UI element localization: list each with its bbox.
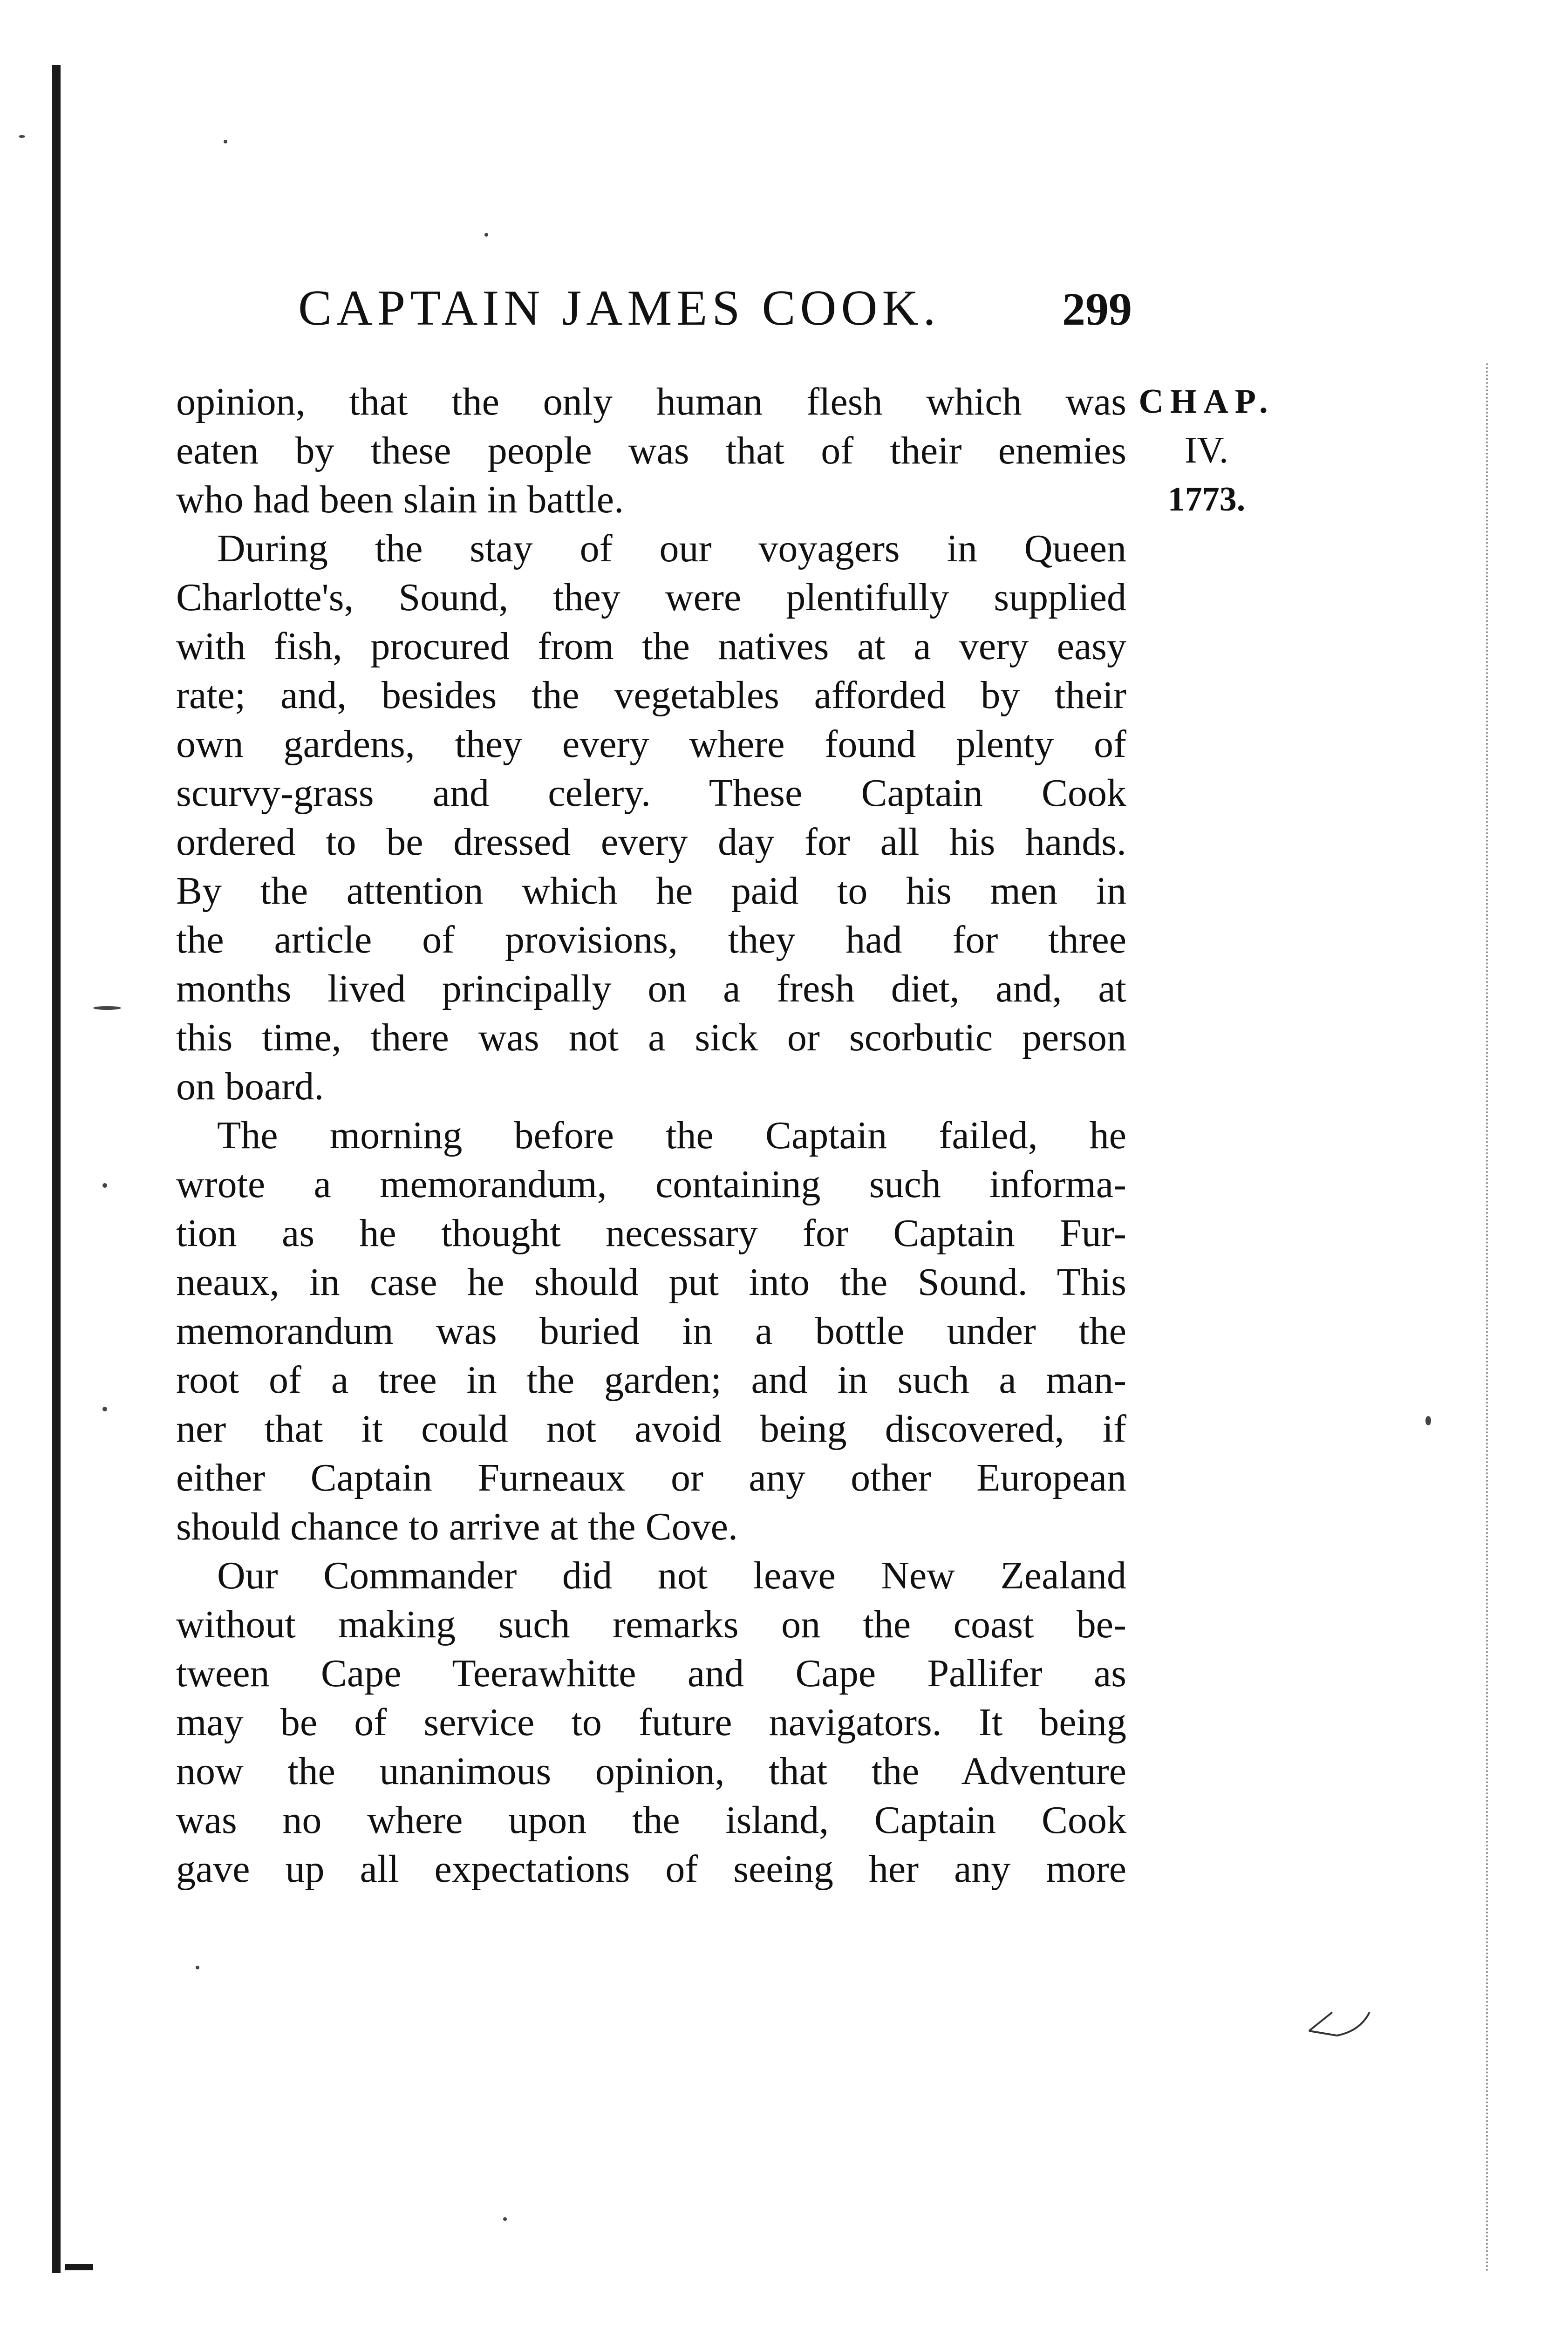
text-line: The morning before the Captain failed, he: [217, 1114, 1126, 1157]
ink-speck: [503, 2217, 507, 2221]
text-line: ordered to be dressed every day for all his hands.: [176, 820, 1126, 864]
text-line: gave up all expectations of seeing her any more: [176, 1847, 1126, 1891]
text-line: wrote a memorandum, containing such informa-: [176, 1163, 1126, 1206]
margin-chapter-number: IV.: [1184, 430, 1229, 471]
ink-speck: [102, 1183, 107, 1188]
ink-speck: [484, 233, 488, 237]
text-line: was no where upon the island, Captain Cook: [176, 1798, 1126, 1842]
ink-speck: [102, 1407, 107, 1411]
ink-speck: [224, 140, 227, 143]
text-line: Our Commander did not leave New Zealand: [217, 1554, 1126, 1597]
text-line: By the attention which he paid to his men in: [176, 869, 1126, 913]
text-line: own gardens, they every where found plenty of: [176, 722, 1126, 766]
ink-speck: [1425, 1416, 1431, 1425]
text-line: Charlotte's, Sound, they were plentifully supplied: [176, 576, 1126, 619]
text-line: this time, there was not a sick or scorbutic person: [176, 1016, 1126, 1059]
ink-speck: [19, 135, 25, 138]
text-line: on board.: [176, 1065, 324, 1108]
text-line: ner that it could not avoid being discovered, if: [176, 1407, 1126, 1451]
margin-notes: [1137, 377, 1276, 524]
text-line: months lived principally on a fresh diet, and, at: [176, 967, 1126, 1010]
body-text: [176, 377, 1126, 1893]
text-line: may be of service to future navigators. It being: [176, 1701, 1126, 1744]
page-number: 299: [1062, 283, 1132, 335]
text-line: should chance to arrive at the Cove.: [176, 1505, 738, 1548]
text-line: tion as he thought necessary for Captain Fur-: [176, 1212, 1126, 1255]
page-header: [298, 279, 1132, 345]
margin-chapter-label: CHAP.: [1139, 382, 1275, 421]
text-line: root of a tree in the garden; and in such a man-: [176, 1358, 1126, 1402]
page-right-edge: [1486, 363, 1490, 2273]
text-line: the article of provisions, they had for three: [176, 918, 1126, 961]
text-line: opinion, that the only human flesh which was: [176, 380, 1126, 423]
text-line: During the stay of our voyagers in Queen: [217, 527, 1126, 570]
pencil-mark: [1304, 2003, 1379, 2045]
ink-speck: [93, 1006, 121, 1010]
text-line: scurvy-grass and celery. These Captain Cook: [176, 771, 1126, 815]
page-binding-edge: [52, 65, 61, 2273]
margin-year: 1773.: [1167, 480, 1246, 518]
text-line: eaten by these people was that of their enemies: [176, 429, 1126, 472]
text-line: neaux, in case he should put into the Sound. This: [176, 1260, 1126, 1304]
text-line: rate; and, besides the vegetables afforded by their: [176, 674, 1126, 717]
text-line: now the unanimous opinion, that the Adventure: [176, 1750, 1126, 1793]
text-line: either Captain Furneaux or any other European: [176, 1456, 1126, 1499]
page-binding-foot: [65, 2264, 93, 2270]
text-line: without making such remarks on the coast be-: [176, 1603, 1126, 1646]
running-head: CAPTAIN JAMES COOK.: [298, 280, 941, 336]
text-line: memorandum was buried in a bottle under the: [176, 1309, 1126, 1353]
text-line: tween Cape Teerawhitte and Cape Pallifer as: [176, 1652, 1126, 1695]
text-line: with fish, procured from the natives at a very easy: [176, 625, 1126, 668]
text-line: who had been slain in battle.: [176, 478, 624, 521]
ink-speck: [196, 1966, 199, 1969]
